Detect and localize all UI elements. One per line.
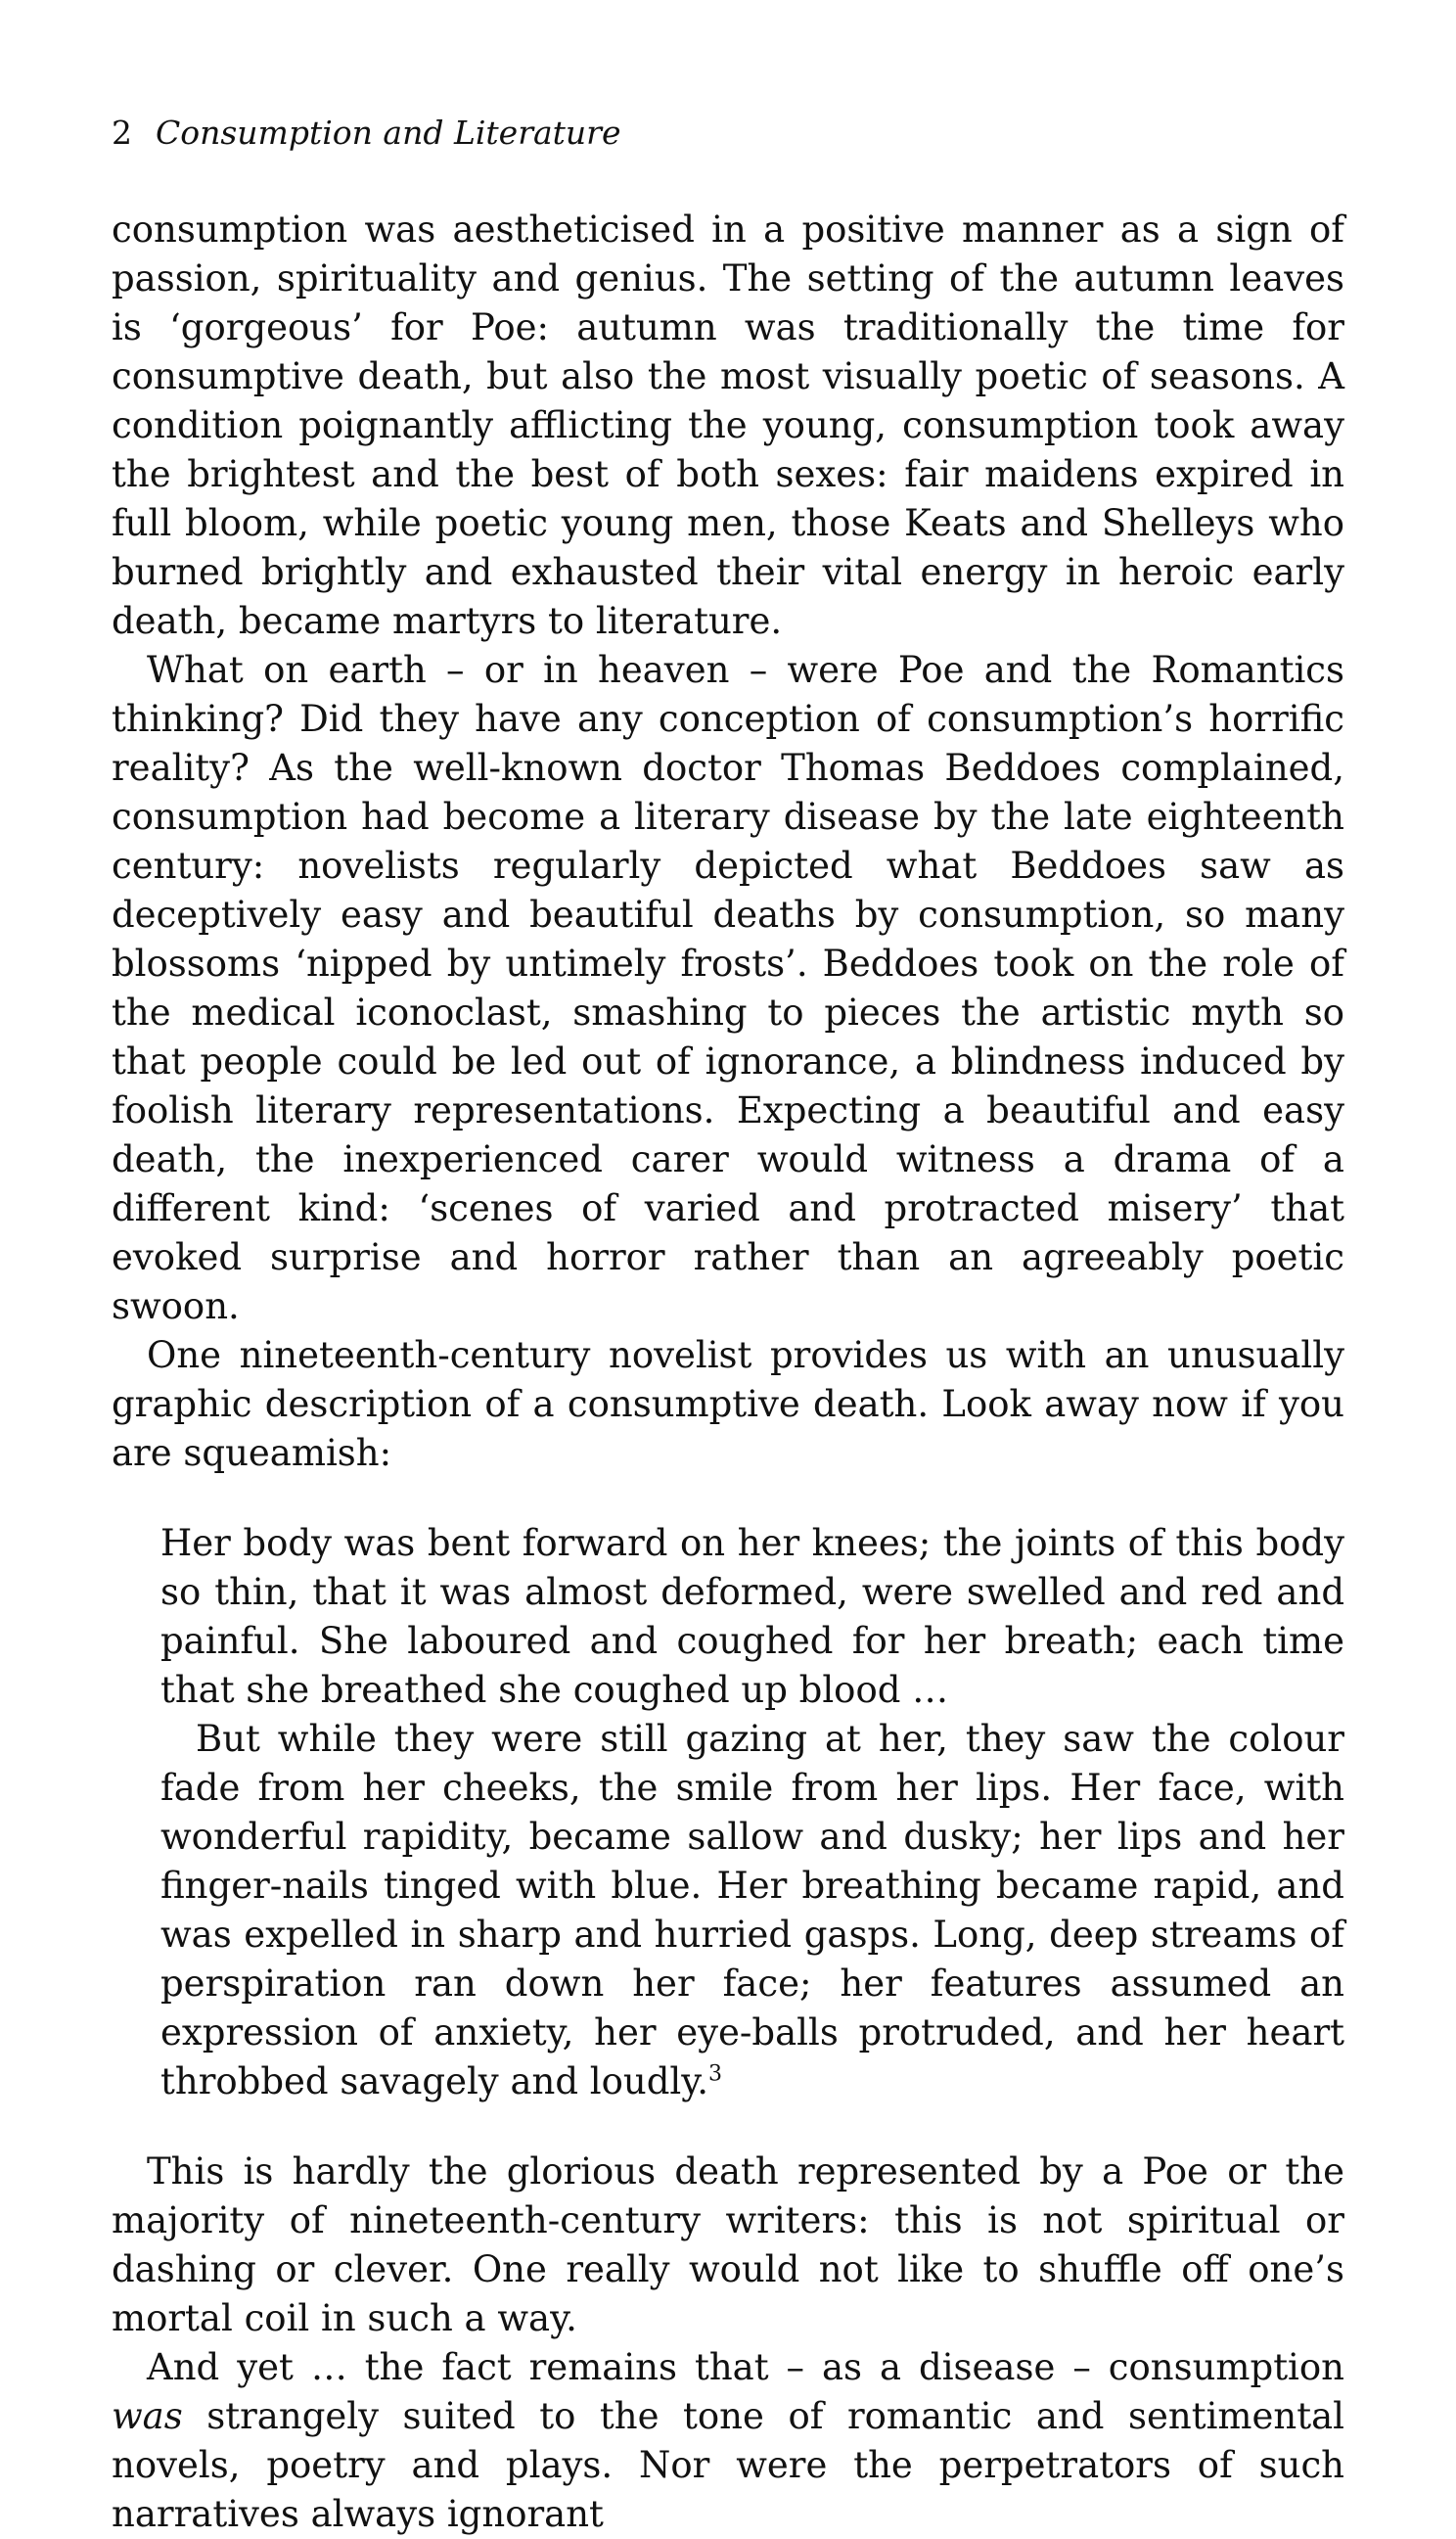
paragraph: One nineteenth-century novelist provides us with an unusually graphic description of a consumptive death. Look away now if you are squeamish: (112, 1334, 1344, 1474)
quotation-text: But while they were still gazing at her, they saw the colour fade from her cheeks, the smile from her lips. Her face, with wonderful rapidity, became sallow and dusky; her lips and her finger-nails tinged with blue. Her breathing became rapid, and was expelled in sharp and hurried gasps. Long, deep streams of perspiration ran down her face; her features assumed an expression of anxiety, her eye-balls protruded, and her heart throbbed savagely and loudly. (160, 1718, 1344, 2102)
paragraph-text: strangely suited to the tone of romantic and sentimental novels, poetry and plays. Nor were the perpetrators of such narratives always ignorant (112, 2395, 1344, 2535)
running-head (112, 110, 620, 157)
paragraph-text: And yet … the fact remains that – as a disease – consumption (147, 2346, 1344, 2388)
body-text (112, 206, 1344, 2539)
page-number: 2 (112, 114, 132, 152)
paragraph (112, 2343, 1344, 2539)
quotation-paragraph (160, 1715, 1344, 2106)
footnote-marker: 3 (708, 2061, 723, 2087)
emphasis-text: was (112, 2395, 183, 2437)
block-quotation (160, 1519, 1344, 2106)
running-head-title: Consumption and Literature (156, 114, 621, 152)
quotation-paragraph: Her body was bent forward on her knees; the joints of this body so thin, that it was almost deformed, were swelled and red and painful. She laboured and coughed for her breath; each time that she breathed she coughed up blood … (160, 1522, 1344, 1711)
paragraph-continued: consumption was aestheticised in a positive manner as a sign of passion, spirituality and genius. The setting of the autumn leaves is ‘gorgeous’ for Poe: autumn was traditionally the time for consumptive death, but also the most visually poetic of seasons. A condition poignantly afflicting the young, consumption took away the brightest and the best of both sexes: fair maidens expired in full bloom, while poetic young men, those Keats and Shelleys who burned brightly and exhausted their vital energy in heroic early death, became martyrs to literature. (112, 208, 1344, 642)
paragraph: What on earth – or in heaven – were Poe and the Romantics thinking? Did they have any conception of consumption’s horrific reality? As the well-known doctor Thomas Beddoes complained, consumption had become a literary disease by the late eighteenth century: novelists regularly depicted what Beddoes saw as deceptively easy and beautiful deaths by consumption, so many blossoms ‘nipped by untimely frosts’. Beddoes took on the role of the medical iconoclast, smashing to pieces the artistic myth so that people could be led out of ignorance, a blindness induced by foolish literary representations. Expecting a beautiful and easy death, the inexperienced carer would witness a drama of a different kind: ‘scenes of varied and protracted misery’ that evoked surprise and horror rather than an agreeably poetic swoon. (112, 649, 1344, 1327)
paragraph: This is hardly the glorious death represented by a Poe or the majority of nineteenth-century writers: this is not spiritual or dashing or clever. One really would not like to shuffle off one’s mortal coil in such a way. (112, 2150, 1344, 2339)
